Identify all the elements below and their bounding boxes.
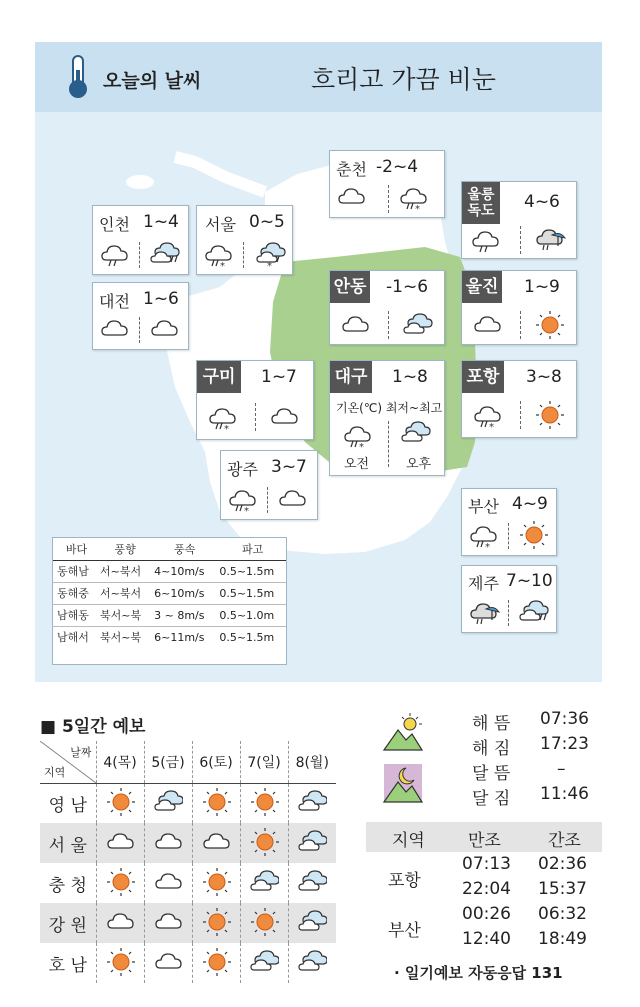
sunrise-icon — [382, 712, 424, 752]
city-temp: 1~9 — [524, 277, 560, 297]
sea-cell: 6~11m/s — [154, 630, 205, 644]
city-name: 안동 — [330, 271, 370, 303]
city-card-jeju — [461, 565, 557, 633]
weather-summary: 흐리고 가끔 비눈 — [311, 65, 496, 94]
legend-minmax: 기온(℃) 최저~최고 — [336, 401, 443, 415]
snow-rain-cloud-icon — [227, 483, 259, 515]
day-header: 5(금) — [144, 741, 192, 783]
sun-icon — [534, 309, 566, 341]
city-name: 춘천 — [336, 160, 367, 179]
sea-cell: 동해중 — [53, 582, 96, 604]
corner-date-label: 날짜 — [70, 746, 92, 759]
sea-cell: 0.5~1.0m — [215, 604, 286, 626]
city-name: 서울 — [205, 215, 236, 234]
region-name: 영 남 — [40, 783, 96, 823]
sun-icon — [518, 519, 550, 551]
city-card-gwangju — [220, 450, 318, 520]
divider — [139, 242, 140, 268]
city-card-chuncheon — [329, 150, 445, 218]
table-row — [53, 604, 286, 626]
partly-cloudy-icon — [402, 309, 434, 341]
day-header: 8(월) — [288, 741, 336, 783]
city-temp: 1~8 — [392, 367, 428, 387]
header-bar — [35, 42, 602, 112]
sea-header: 파고 — [215, 538, 286, 560]
city-temp: 7~10 — [506, 571, 553, 591]
table-row — [53, 582, 286, 604]
sun-icon — [249, 786, 279, 816]
partly-cloudy-icon — [400, 417, 432, 449]
cloud-icon — [153, 906, 183, 936]
divider — [388, 311, 389, 339]
table-row — [53, 626, 286, 648]
sea-cell: 서~북서 — [96, 582, 150, 604]
forecast-title: ■ 5일간 예보 — [40, 717, 146, 737]
sea-cell: 북서~북 — [96, 604, 150, 626]
sea-cell: 4~10m/s — [150, 560, 215, 582]
city-card-andong — [329, 270, 445, 345]
cloud-icon — [336, 181, 368, 213]
tide-header: 지역 — [392, 831, 425, 851]
legend-pm: 오후 — [406, 457, 432, 472]
header-title: 오늘의 날씨 — [103, 70, 202, 92]
city-name: 부산 — [468, 497, 499, 516]
city-card-daegu — [329, 360, 445, 476]
shower-icon — [468, 596, 502, 630]
sea-cell: 0.5~1.5m — [219, 630, 275, 644]
tide-region: 부산 — [388, 921, 421, 941]
tide-low: 06:32 — [538, 904, 587, 924]
moon-icon — [382, 762, 424, 804]
city-name: 인천 — [99, 215, 130, 234]
sea-cell: 북서~북 — [100, 631, 142, 645]
tide-region: 포항 — [388, 871, 421, 891]
day-header: 6(토) — [192, 741, 240, 783]
partly-cloudy-snow-icon — [255, 238, 287, 270]
cloud-icon — [99, 313, 131, 345]
sunset-time: 17:23 — [540, 734, 589, 754]
sun-icon — [201, 906, 231, 936]
moonset-time: 11:46 — [540, 784, 589, 804]
sea-cell: 0.5~1.5m — [215, 582, 286, 604]
sea-header: 바다 — [53, 538, 96, 560]
five-day-forecast-table — [40, 741, 336, 983]
sun-icon — [105, 786, 135, 816]
tide-low: 15:37 — [538, 879, 587, 899]
corner-cell — [40, 741, 96, 783]
rain-cloud-icon — [470, 224, 502, 256]
divider — [508, 600, 509, 626]
city-temp: 1~6 — [143, 289, 179, 309]
partly-cloudy-rain-icon — [518, 596, 550, 628]
sun-icon — [201, 946, 231, 976]
legend-am: 오전 — [344, 457, 370, 472]
city-temp: -1~6 — [386, 277, 429, 297]
moonrise-label: 달 뜸 — [472, 764, 511, 784]
city-name: 대구 — [330, 361, 372, 393]
divider — [267, 487, 268, 513]
sun-icon — [105, 866, 135, 896]
city-card-pohang — [461, 360, 577, 438]
city-card-gumi — [196, 360, 314, 440]
sea-header: 풍향 — [96, 538, 150, 560]
table-row — [40, 903, 336, 943]
region-name: 호 남 — [40, 943, 96, 983]
table-row — [53, 560, 286, 582]
corner-region-label: 지역 — [44, 765, 66, 779]
sun-icon — [534, 399, 566, 431]
tide-high: 07:13 — [462, 854, 511, 874]
phone-service-note: · 일기예보 자동응답 131 — [394, 964, 563, 982]
tide-low: 02:36 — [538, 854, 587, 874]
moonset-label: 달 짐 — [472, 789, 511, 809]
sea-cell: 6~10m/s — [150, 582, 215, 604]
tide-high: 22:04 — [462, 879, 511, 899]
thermometer-icon — [63, 54, 93, 100]
day-header: 4(목) — [96, 741, 144, 783]
tide-high: 00:26 — [462, 904, 511, 924]
city-name: 포항 — [462, 361, 504, 393]
tide-low: 18:49 — [538, 929, 587, 949]
day-header: 7(일) — [240, 741, 288, 783]
snow-rain-cloud-icon — [207, 401, 239, 433]
rain-cloud-icon — [99, 238, 131, 270]
partly-cloudy-icon — [297, 826, 327, 856]
city-name: 구미 — [197, 361, 241, 393]
divider — [388, 421, 389, 467]
sea-cell: 3 ~ 8m/s — [150, 604, 215, 626]
partly-cloudy-icon — [297, 786, 327, 816]
sun-icon — [201, 786, 231, 816]
city-temp: -2~4 — [376, 157, 419, 177]
partly-cloudy-icon — [297, 946, 327, 976]
sea-cell: 서~북서 — [96, 560, 150, 582]
sunrise-label: 해 뜸 — [472, 714, 511, 734]
table-row — [40, 943, 336, 983]
city-card-incheon — [92, 205, 189, 275]
city-card-uljin — [461, 270, 577, 345]
divider — [508, 523, 509, 549]
snow-rain-cloud-icon — [342, 419, 374, 451]
cloud-icon — [149, 313, 181, 345]
moonrise-time: – — [557, 759, 566, 779]
city-card-busan — [461, 488, 557, 556]
shower-icon — [534, 222, 568, 256]
city-temp: 0~5 — [249, 212, 285, 232]
sea-cell: 남해서 — [57, 631, 89, 645]
divider — [520, 311, 521, 339]
cloud-icon — [277, 483, 309, 515]
sea-cell: 남해동 — [53, 604, 96, 626]
region-name: 충 청 — [40, 863, 96, 903]
sunset-label: 해 짐 — [472, 739, 511, 759]
tide-header: 만조 — [468, 831, 501, 851]
table-row — [40, 823, 336, 863]
city-name: 제주 — [468, 574, 499, 593]
city-name: 대전 — [99, 292, 130, 311]
sunrise-time: 07:36 — [540, 709, 589, 729]
divider — [139, 317, 140, 343]
region-name: 서 울 — [40, 823, 96, 863]
city-card-daejeon — [92, 282, 189, 350]
cloud-icon — [153, 826, 183, 856]
divider — [255, 403, 256, 431]
cloud-icon — [340, 309, 372, 341]
cloud-icon — [105, 906, 135, 936]
snow-rain-cloud-icon — [472, 399, 504, 431]
table-row — [40, 783, 336, 823]
cloud-icon — [105, 826, 135, 856]
tide-high: 12:40 — [462, 929, 511, 949]
city-name: 광주 — [227, 460, 258, 479]
snow-rain-cloud-icon — [398, 181, 430, 213]
city-name: 울진 — [462, 271, 502, 303]
city-card-seoul — [196, 205, 293, 275]
sun-icon — [105, 946, 135, 976]
city-temp: 3~8 — [526, 367, 562, 387]
divider — [520, 226, 521, 254]
partly-cloudy-icon — [297, 906, 327, 936]
city-name: 울릉 독도 — [462, 182, 500, 224]
cloud-icon — [269, 401, 301, 433]
cloud-icon — [153, 946, 183, 976]
tide-header: 간조 — [548, 831, 581, 851]
city-temp: 1~4 — [143, 212, 179, 232]
cloud-icon — [472, 309, 504, 341]
sea-cell: 동해남 — [53, 560, 96, 582]
island — [126, 175, 154, 189]
sun-icon — [201, 866, 231, 896]
city-temp: 3~7 — [271, 457, 307, 477]
city-temp: 1~7 — [261, 367, 297, 387]
sun-icon — [249, 826, 279, 856]
cloud-icon — [201, 826, 231, 856]
city-temp: 4~6 — [524, 192, 560, 212]
city-card-ulleung — [461, 181, 577, 259]
divider — [388, 185, 389, 213]
partly-cloudy-rain-icon — [149, 238, 181, 270]
partly-cloudy-icon — [153, 786, 183, 816]
divider — [243, 242, 244, 268]
partly-cloudy-icon — [297, 866, 327, 896]
city-temp: 4~9 — [512, 494, 548, 514]
snow-rain-cloud-icon — [203, 238, 235, 270]
sun-icon — [249, 906, 279, 936]
partly-cloudy-icon — [249, 946, 279, 976]
cloud-icon — [153, 866, 183, 896]
region-name: 강 원 — [40, 903, 96, 943]
sea-cell: 0.5~1.5m — [215, 560, 286, 582]
table-row — [40, 863, 336, 903]
sea-forecast-table — [52, 537, 287, 665]
north-land — [175, 157, 265, 192]
divider — [520, 401, 521, 429]
snow-rain-cloud-icon — [468, 519, 500, 551]
sea-header: 풍속 — [150, 538, 215, 560]
partly-cloudy-icon — [249, 866, 279, 896]
